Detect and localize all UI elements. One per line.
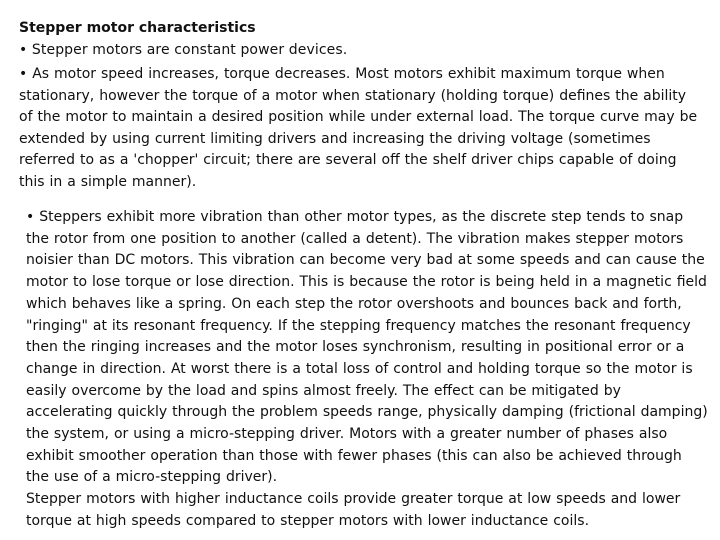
- slide-title: Stepper motor characteristics: [19, 20, 256, 36]
- bullet-vibration: • Steppers exhibit more vibration than other motor types, as the discrete step tends to snap the rotor from one position to another (called a detent). The vibration makes stepper motors noisier than DC motors. This vibration can become very bad at some speeds and can cause the motor to lose torque or lose direction. This is because the rotor is being held in a magnetic field which behaves like a spring. On each step the rotor overshoots and bounces back and forth, "ringing" at its resonant frequency. If the stepping frequency matches the resonant frequency then the ringing increases and the motor loses synchronism, resulting in positional error or a change in direction. At worst there is a total loss of control and holding torque so the motor is easily overcome by the load and spins almost freely. The effect can be mitigated by accelerating quickly through the problem speeds range, physically damping (frictional damping) the system, or using a micro-stepping driver. Motors with a greater number of phases also exhibit smoother operation than those with fewer phases (this can also be achieved through the use of a micro-stepping driver).: [26, 209, 708, 486]
- bullet-speed-torque: • As motor speed increases, torque decreases. Most motors exhibit maximum torque when stationary, however the torque of a motor when stationary (holding torque) defines the ability of the motor to maintain a desired position while under external load. The torque curve may be extended by using current limiting drivers and increasing the driving voltage (sometimes referred to as a 'chopper' circuit; there are several off the shelf driver chips capable of doing this in a simple manner).: [19, 66, 698, 190]
- inductance-note: Stepper motors with higher inductance coils provide greater torque at low speeds and lower torque at high speeds compared to stepper motors with lower inductance coils.: [26, 491, 681, 529]
- bullet-constant-power: • Stepper motors are constant power devices.: [19, 42, 348, 58]
- vibration-section: [26, 207, 708, 533]
